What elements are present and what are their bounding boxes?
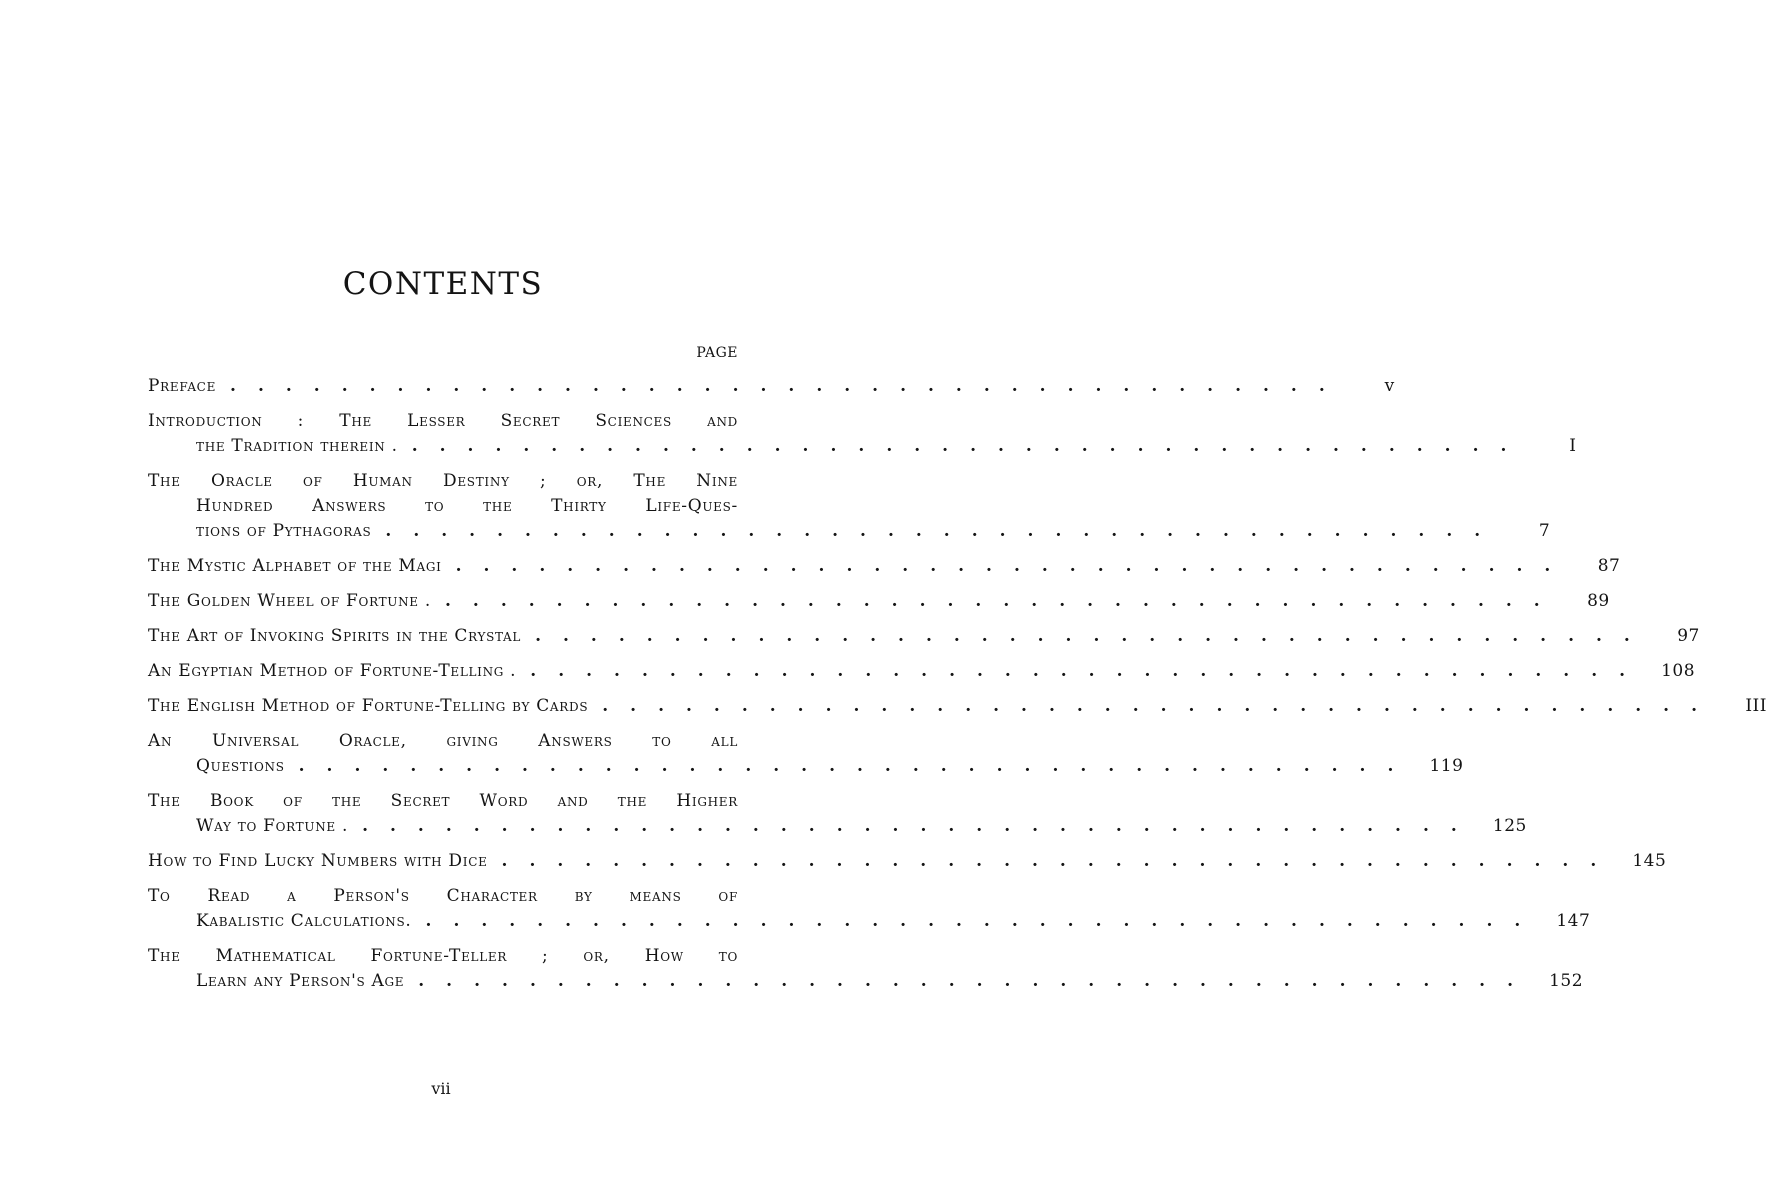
dot-leader: ........................................ xyxy=(411,436,1529,456)
dot-leader: ........................................ xyxy=(535,626,1652,646)
dot-leader: ........................................ xyxy=(425,911,1543,931)
toc-entry-last-line xyxy=(148,519,1551,544)
toc-entry-title: An Egyptian Method of Fortune-Telling . xyxy=(148,661,517,681)
toc-entry xyxy=(148,729,1464,779)
page-title: CONTENTS xyxy=(342,266,544,302)
dot-leader: ........................................ xyxy=(362,816,1479,836)
toc-entry xyxy=(148,554,1621,579)
toc-page-number: 89 xyxy=(1587,591,1610,611)
toc-entry xyxy=(148,789,1527,839)
toc-entry xyxy=(148,944,1584,994)
toc-entry-title: The Art of Invoking Spirits in the Crystal xyxy=(148,626,522,646)
toc-entry-line xyxy=(148,409,738,434)
toc-entry-title: Way to Fortune . xyxy=(196,816,349,836)
toc-entry-title: the Tradition therein . xyxy=(196,436,398,456)
toc-entry-line xyxy=(148,469,738,494)
toc-entry-last-line xyxy=(148,554,1621,579)
dot-leader: ........................................ xyxy=(501,851,1619,871)
dot-leader: ........................................ xyxy=(444,591,1562,611)
toc-entry-line xyxy=(148,944,738,969)
toc-page-number: 7 xyxy=(1538,521,1551,541)
toc-entry xyxy=(148,694,1767,719)
toc-page-number: I xyxy=(1569,436,1577,456)
dot-leader: ........................................ xyxy=(418,971,1536,991)
dot-leader: ........................................ xyxy=(530,661,1648,681)
table-of-contents xyxy=(148,374,1767,994)
toc-entry xyxy=(148,469,1551,544)
toc-page-number: 119 xyxy=(1429,756,1464,776)
toc-entry-title: The Book of the Secret Word and the Higher xyxy=(148,791,738,811)
toc-entry-title: Questions xyxy=(196,756,285,776)
toc-entry-title: Learn any Person's Age xyxy=(196,971,405,991)
toc-entry-title: The Golden Wheel of Fortune . xyxy=(148,591,431,611)
toc-entry-title: Preface xyxy=(148,376,217,396)
toc-entry-title: The Mathematical Fortune-Teller ; or, How to xyxy=(148,946,738,966)
toc-page-number: 152 xyxy=(1549,971,1584,991)
toc-entry-last-line xyxy=(148,659,1696,684)
toc-entry-last-line xyxy=(148,849,1667,874)
dot-leader: ........................................ xyxy=(385,521,1503,541)
toc-entry-last-line xyxy=(148,624,1700,649)
toc-entry-title: How to Find Lucky Numbers with Dice xyxy=(148,851,488,871)
toc-entry-title: Hundred Answers to the Thirty Life-Ques- xyxy=(196,496,738,516)
dot-leader: ........................................ xyxy=(230,376,1347,396)
toc-entry xyxy=(148,849,1667,874)
toc-entry-last-line xyxy=(148,969,1584,994)
toc-entry-title: The Oracle of Human Destiny ; or, The Nine xyxy=(148,471,738,491)
toc-entry xyxy=(148,374,1395,399)
toc-page-number: 145 xyxy=(1632,851,1667,871)
toc-entry-title: The English Method of Fortune-Telling by Cards xyxy=(148,696,589,716)
toc-entry xyxy=(148,659,1696,684)
toc-entry-last-line xyxy=(148,694,1767,719)
toc-entry-last-line xyxy=(148,754,1464,779)
toc-entry-line xyxy=(148,494,738,519)
toc-page-number: 87 xyxy=(1597,556,1621,576)
toc-entry-last-line xyxy=(148,374,1395,399)
toc-entry-last-line xyxy=(148,589,1610,614)
toc-entry-last-line xyxy=(148,434,1577,459)
toc-entry xyxy=(148,409,1577,459)
dot-leader: ........................................ xyxy=(455,556,1573,576)
toc-page-number: v xyxy=(1384,376,1395,396)
toc-entry-line xyxy=(148,789,738,814)
dot-leader: ........................................ xyxy=(602,696,1719,716)
toc-page-number: 97 xyxy=(1677,626,1700,646)
toc-entry-last-line xyxy=(148,909,1591,934)
toc-entry xyxy=(148,624,1700,649)
toc-entry-line xyxy=(148,729,738,754)
toc-entry-title: To Read a Person's Character by means of xyxy=(148,886,738,906)
toc-page-number: 147 xyxy=(1556,911,1591,931)
toc-entry-title: Introduction : The Lesser Secret Sciences and xyxy=(148,411,738,431)
toc-entry-last-line xyxy=(148,814,1527,839)
dot-leader: ........................................ xyxy=(298,756,1416,776)
toc-entry-title: An Universal Oracle, giving Answers to all xyxy=(148,731,738,751)
toc-entry-line xyxy=(148,884,738,909)
toc-entry-title: Kabalistic Calculations. xyxy=(196,911,412,931)
page-folio: vii xyxy=(431,1079,451,1098)
page-column-label: PAGE xyxy=(696,345,738,361)
toc-entry-title: The Mystic Alphabet of the Magi xyxy=(148,556,442,576)
toc-entry xyxy=(148,884,1591,934)
toc-entry xyxy=(148,589,1610,614)
toc-page-number: III xyxy=(1745,696,1767,716)
toc-page-number: 108 xyxy=(1661,661,1696,681)
toc-entry-title: tions of Pythagoras xyxy=(196,521,372,541)
toc-page-number: 125 xyxy=(1492,816,1527,836)
